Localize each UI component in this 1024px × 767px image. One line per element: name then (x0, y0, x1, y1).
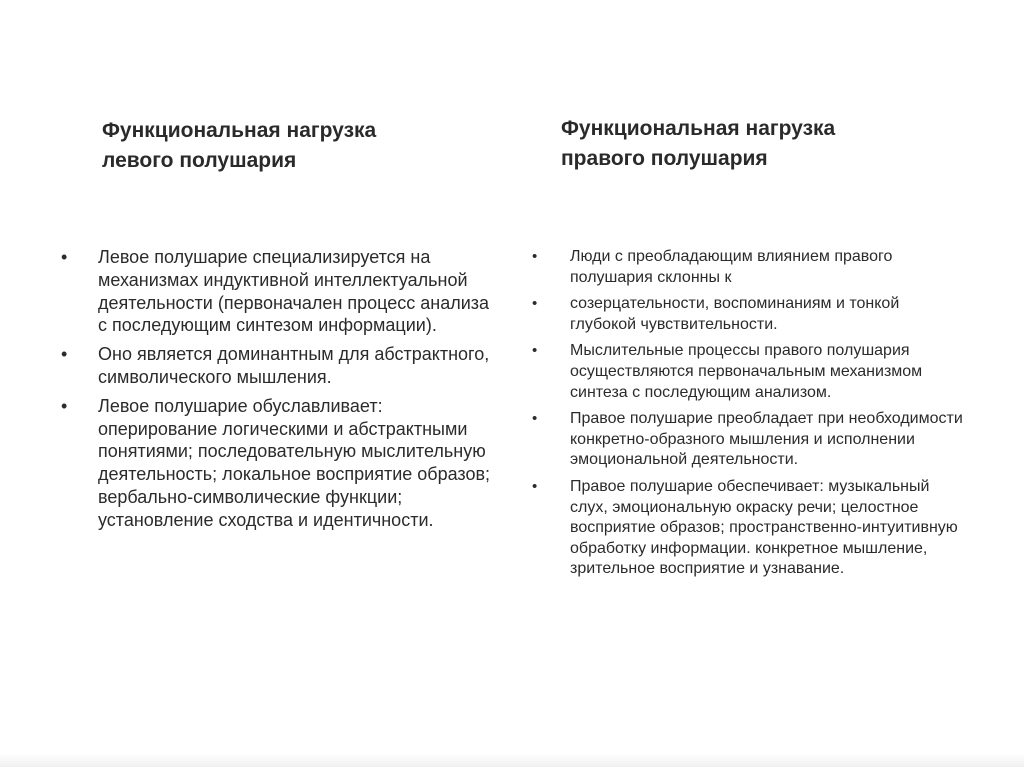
bullet-icon: • (532, 410, 538, 428)
list-item-text: Левое полушарие специализируется на механизмах индуктивной интеллектуальной деятельности (первоначален процесс анализа с последующим синтезом информации). (98, 247, 490, 336)
list-item-text: Правое полушарие преобладает при необходимости конкретно-образного мышления и исполнении эмоциональной деятельности. (570, 410, 963, 469)
list-item-text: Люди с преобладающим влиянием правого полушария склонны к (570, 248, 893, 286)
right-heading (561, 114, 961, 174)
list-item (58, 343, 498, 389)
list-item (58, 395, 498, 532)
left-heading (102, 116, 502, 176)
list-item (530, 341, 966, 403)
list-item-text: Правое полушарие обеспечивает: музыкальный слух, эмоциональную окраску речи; целостное восприятие образов; пространственно-интуитивную обработку информации. конкретное мышление, зрительное восприятие и узнавание. (570, 477, 958, 578)
list-item (530, 477, 966, 580)
list-item-text: Левое полушарие обуславливает: оперирование логическими и абстрактными понятиями; последовательную мыслительную деятельность; локальное восприятие образов; вербально-символические функции; установление сходства и идентичности. (98, 395, 491, 530)
list-item (530, 294, 966, 335)
right-heading-line2: правого полушария (561, 147, 768, 170)
slide-bottom-shadow (0, 753, 1024, 767)
list-item (530, 409, 966, 471)
left-heading-line2: левого полушария (102, 149, 297, 172)
bullet-icon: • (532, 477, 538, 495)
bullet-icon: • (532, 342, 538, 360)
right-bullet-list (530, 247, 966, 586)
bullet-icon: • (532, 295, 538, 313)
list-item (58, 246, 498, 337)
bullet-icon: • (61, 395, 68, 416)
bullet-icon: • (61, 344, 68, 365)
left-heading-line1: Функциональная нагрузка (102, 119, 377, 142)
list-item (530, 247, 966, 288)
left-bullet-list (58, 246, 498, 538)
bullet-icon: • (61, 247, 68, 267)
list-item-text: Оно является доминантным для абстрактного, символического мышления. (98, 344, 490, 387)
list-item-text: Мыслительные процессы правого полушария осуществляются первоначальным механизмом синтеза с последующим анализом. (570, 342, 923, 401)
right-heading-line1: Функциональная нагрузка (561, 117, 836, 140)
bullet-icon: • (532, 248, 538, 265)
list-item-text: созерцательности, воспоминаниям и тонкой глубокой чувствительности. (570, 295, 900, 333)
